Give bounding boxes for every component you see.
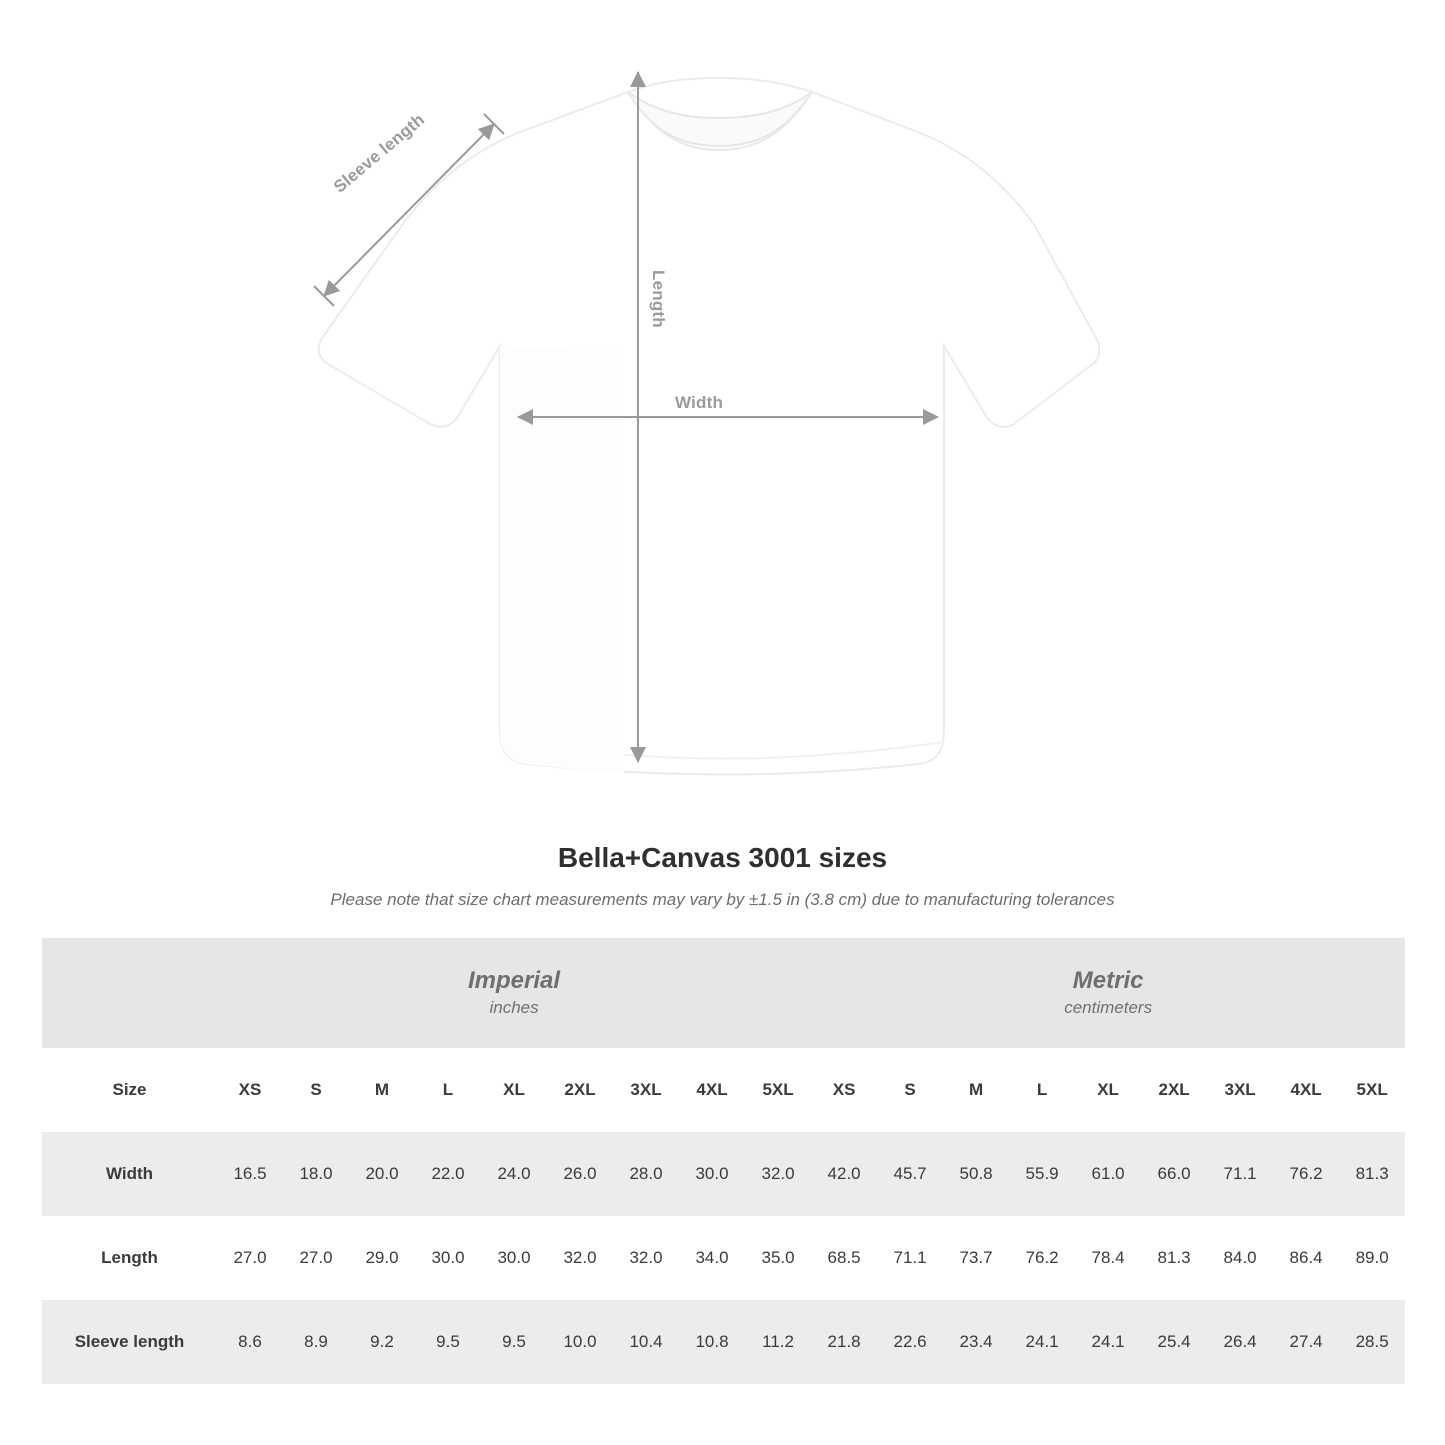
size-header-cell: 2XL	[547, 1048, 613, 1132]
table-cell: 26.4	[1207, 1300, 1273, 1384]
table-cell: 42.0	[811, 1132, 877, 1216]
table-cell: 27.4	[1273, 1300, 1339, 1384]
size-header-cell: S	[877, 1048, 943, 1132]
table-cell: 78.4	[1075, 1216, 1141, 1300]
unit-group-imperial-name: Imperial	[468, 967, 561, 995]
row-label-length: Length	[42, 1216, 217, 1300]
table-cell: 8.6	[217, 1300, 283, 1384]
row-label-sleeve-length: Sleeve length	[42, 1300, 217, 1384]
unit-group-metric	[811, 938, 1405, 1048]
table-cell: 32.0	[547, 1216, 613, 1300]
table-cell: 81.3	[1141, 1216, 1207, 1300]
size-header-cell: 4XL	[679, 1048, 745, 1132]
table-cell: 22.6	[877, 1300, 943, 1384]
table-cell: 50.8	[943, 1132, 1009, 1216]
table-cell: 26.0	[547, 1132, 613, 1216]
table-row	[42, 1300, 1405, 1384]
table-cell: 71.1	[1207, 1132, 1273, 1216]
length-label: Length	[649, 270, 668, 328]
table-cell: 16.5	[217, 1132, 283, 1216]
table-cell: 30.0	[679, 1132, 745, 1216]
table-cell: 10.0	[547, 1300, 613, 1384]
size-header-cell: 3XL	[613, 1048, 679, 1132]
chart-header	[0, 842, 1445, 910]
unit-group-row	[42, 938, 1405, 1048]
table-row	[42, 1216, 1405, 1300]
table-cell: 24.1	[1009, 1300, 1075, 1384]
size-header-cell: 2XL	[1141, 1048, 1207, 1132]
size-header-cell: 3XL	[1207, 1048, 1273, 1132]
size-header-row	[42, 1048, 1405, 1132]
table-cell: 29.0	[349, 1216, 415, 1300]
table-cell: 24.1	[1075, 1300, 1141, 1384]
table-cell: 28.5	[1339, 1300, 1405, 1384]
table-cell: 9.5	[481, 1300, 547, 1384]
size-header-cell: L	[1009, 1048, 1075, 1132]
table-cell: 61.0	[1075, 1132, 1141, 1216]
table-cell: 32.0	[613, 1216, 679, 1300]
tolerance-note: Please note that size chart measurements may vary by ±1.5 in (3.8 cm) due to manufacturing tolerances	[330, 890, 1115, 909]
table-cell: 10.8	[679, 1300, 745, 1384]
size-header-cell: XL	[481, 1048, 547, 1132]
table-cell: 25.4	[1141, 1300, 1207, 1384]
unit-group-metric-name: Metric	[1072, 967, 1144, 995]
size-header-cell: L	[415, 1048, 481, 1132]
table-cell: 23.4	[943, 1300, 1009, 1384]
size-header-cell: 4XL	[1273, 1048, 1339, 1132]
table-cell: 55.9	[1009, 1132, 1075, 1216]
unit-spacer-cell	[42, 938, 217, 1048]
table-cell: 27.0	[217, 1216, 283, 1300]
table-cell: 30.0	[415, 1216, 481, 1300]
table-cell: 8.9	[283, 1300, 349, 1384]
table-cell: 11.2	[745, 1300, 811, 1384]
table-cell: 21.8	[811, 1300, 877, 1384]
width-label: Width	[675, 393, 724, 412]
table-cell: 66.0	[1141, 1132, 1207, 1216]
size-header-cell: 5XL	[745, 1048, 811, 1132]
table-cell: 9.5	[415, 1300, 481, 1384]
table-cell: 22.0	[415, 1132, 481, 1216]
unit-group-imperial-unit: inches	[489, 998, 539, 1018]
table-row	[42, 1132, 1405, 1216]
size-header-cell: XS	[217, 1048, 283, 1132]
size-table	[42, 938, 1405, 1384]
unit-group-metric-unit: centimeters	[1064, 998, 1153, 1018]
table-cell: 28.0	[613, 1132, 679, 1216]
table-cell: 76.2	[1273, 1132, 1339, 1216]
table-cell: 68.5	[811, 1216, 877, 1300]
table-cell: 73.7	[943, 1216, 1009, 1300]
size-header-cell: M	[943, 1048, 1009, 1132]
size-table-wrapper	[42, 938, 1403, 1384]
table-cell: 20.0	[349, 1132, 415, 1216]
size-header-cell: M	[349, 1048, 415, 1132]
table-cell: 71.1	[877, 1216, 943, 1300]
table-cell: 32.0	[745, 1132, 811, 1216]
table-cell: 86.4	[1273, 1216, 1339, 1300]
table-cell: 24.0	[481, 1132, 547, 1216]
table-cell: 10.4	[613, 1300, 679, 1384]
table-cell: 9.2	[349, 1300, 415, 1384]
sleeve-length-label: Sleeve length	[330, 109, 429, 197]
row-label-width: Width	[42, 1132, 217, 1216]
table-cell: 34.0	[679, 1216, 745, 1300]
page-title: Bella+Canvas 3001 sizes	[557, 842, 888, 873]
size-header-cell: XS	[811, 1048, 877, 1132]
size-header-cell: S	[283, 1048, 349, 1132]
table-cell: 84.0	[1207, 1216, 1273, 1300]
size-header-label: Size	[42, 1048, 217, 1132]
table-cell: 45.7	[877, 1132, 943, 1216]
table-cell: 35.0	[745, 1216, 811, 1300]
size-header-cell: XL	[1075, 1048, 1141, 1132]
unit-group-imperial	[217, 938, 811, 1048]
size-header-cell: 5XL	[1339, 1048, 1405, 1132]
table-cell: 76.2	[1009, 1216, 1075, 1300]
table-cell: 18.0	[283, 1132, 349, 1216]
table-cell: 89.0	[1339, 1216, 1405, 1300]
table-cell: 30.0	[481, 1216, 547, 1300]
table-cell: 27.0	[283, 1216, 349, 1300]
table-cell: 81.3	[1339, 1132, 1405, 1216]
